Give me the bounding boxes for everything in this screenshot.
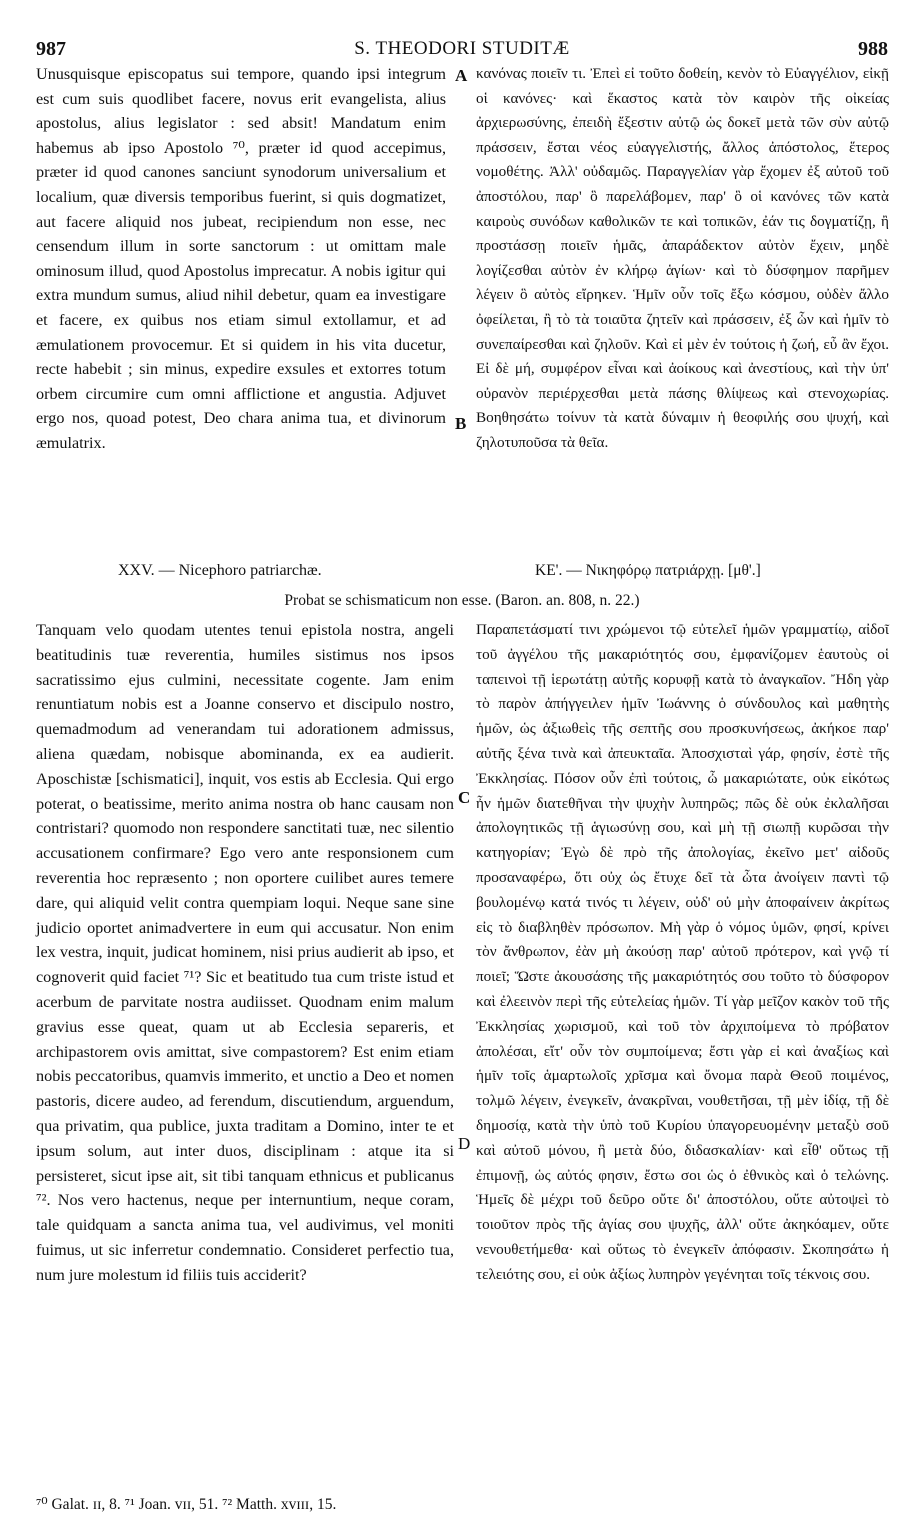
latin-column-body: [36, 618, 454, 1288]
latin-letter-title-text: XXV. — Nicephoro patriarchæ.: [118, 562, 322, 579]
greek-letter-title-text: ΚΕ'. — Νικηφόρῳ πατριάρχῃ. [μθ'.]: [535, 562, 761, 579]
footnotes: ⁷⁰ Galat. ɪɪ, 8. ⁷¹ Joan. ᴠɪɪ, 51. ⁷² Matth. xᴠɪɪɪ, 15.: [36, 1496, 337, 1513]
latin-letter-title: [118, 562, 322, 580]
margin-marker-d: D: [458, 1134, 471, 1153]
margin-marker-a: A: [455, 66, 468, 85]
letter-summary: Probat se schismaticum non esse. (Baron. an. 808, n. 22.): [284, 592, 640, 609]
greek-text-top: κανόνας ποιεῖν τι. Ἐπεὶ εἰ τοῦτο δοθείη, κενὸν τὸ Εὐαγγέλιον, εἰκῇ οἱ κανόνες· καὶ ἕκαστος κατὰ τὸν καιρὸν τῆς οἰκείας ἀρχιερωσύνης, ἐπειδὴ ἔξεστιν αὐτῷ ὡς δοκεῖ μετὰ τῶν σὺν αὐτῷ πράσσειν, ἔσται νέος εὐαγγελιστής, ἄλλος ἀπόστολος, ἕτερος νομοθέτης. Ἀλλ' οὐδαμῶς. Παραγγελίαν γὰρ ἔχομεν ἐξ αὐτοῦ τοῦ ἀποστόλου, παρ' ὃ παρελάβομεν, παρ' ὃ οἱ κανόνες τῶν κατὰ καιροὺς συνόδων καθολικῶν τε καὶ τοπικῶν, ἐάν τις δογματίζῃ, ἢ προστάσσῃ ποιεῖν ἡμᾶς, ἀπαράδεκτον αὐτὸν ἔχειν, μηδὲ λογίζεσθαι αὐτὸν ἐν κλήρῳ ἁγίων· καὶ τὸ δύσφημον παρῆμεν λέγειν ὃ αὐτὸς εἴρηκεν. Ἡμῖν οὖν τοῖς ἔξω κόσμου, οὐδὲν ἄλλο ὀφείλεται, ἢ τὸ τὰ τοιαῦτα ζητεῖν καὶ πράσσειν, ἐξ ὧν καὶ ἡμῖν τὸ συνεπαίρεσθαι καὶ ζηλοῦν. Καὶ εἰ μὲν ἐν τούτοις ἡ ζωή, εὖ ἂν ἔχοι. Εἰ δὲ μή, συμφέρον εἶναι καὶ ἀοίκους καὶ ἀνεστίους, καὶ τὴν ὑπ' οὐρανὸν περιέρχεσθαι μετὰ πάσης θλίψεως καὶ στενοχωρίας. Βοηθησάτω τοίνυν τὰ κατὰ δύναμιν ἡ θεοφιλής σου ψυχή, καὶ ζηλοτυποῦσα τὰ θεῖα.: [476, 65, 889, 451]
greek-column-top: [476, 62, 889, 456]
latin-text-body: Tanquam velo quodam utentes tenui epistola nostra, angeli beatitudinis tuæ reverentia, humiles sistimus nos ipsos sacratissimo ejus culmini, necessitate cogente. Jam enim renuntiatum nobis est a Joanne conservo et discipulo nostro, quemadmodum ad venerandam tui adorationem admissus, aliena quædam, nobisque abominanda, ex ea audierit. Aposchistæ [schismatici], inquit, vos estis ab Ecclesia. Qui ergo poterat, o beatissime, merito anima nostra ob hanc causam non contristari? quomodo non respondere sanctitati tuæ, nec silentio accusationem confirmare? Ego vero ante responsionem cum reverentia hoc repræsento ; non oportere cuilibet aures temere dare, qui aliquid velit contra quempiam loqui. Neque sane sine judicio oportet animadvertere in eum qui accusatur. Non enim lex vestra, inquit, judicat hominem, nisi prius audierit ab ipso, et cognoverit quid faciet ⁷¹? Sic et beatitudo tua cum triste istud et acerbum de parvitate nostra audiisset. Quodnam enim malum gravius esse queat, quam ut ab Ecclesia separeris, et archipastorem ovis amittat, sive compastorem? Est enim etiam nobis peccatoribus, quamvis immerito, et unctio a Deo et nomen pastoris, dicere audeo, ad ferendum, discutiendum, arguendum, qua privatim, qua publice, juxta traditam a Domino, inter te et ipsum solum, aut inter duos, disciplinam : atque ita si persisteret, sicut ipse ait, sit tibi tanquam ethnicus et publicanus ⁷². Nos vero hactenus, neque per internuntium, neque coram, tale quidquam a sancta anima tua, vel audivimus, vel moniti fuimus, ut sic inferretur condemnatio. Consideret perfectio tua, num jure molestum id filiis tuis acciderit?: [36, 621, 454, 1284]
latin-column-top: [36, 62, 446, 456]
margin-marker-c: C: [458, 788, 471, 807]
greek-column-body: [476, 618, 889, 1288]
margin-marker-b: B: [455, 414, 467, 433]
greek-text-body: Παραπετάσματί τινι χρώμενοι τῷ εὐτελεῖ ἡμῶν γραμματίῳ, αἰδοῖ τοῦ ἀγγέλου τῆς μακαριότητός σου, ἐμφανίζομεν ἑαυτοὺς οἱ ταπεινοὶ τῇ ἱερωτάτῃ αὐτῆς κορυφῇ κατὰ τὸ ἀναγκαῖον. Ἤδη γὰρ τὸ παρὸν ἀπήγγειλεν ἡμῖν Ἰωάννης ὁ σύνδουλος καὶ μαθητὴς ἡμῶν, ὡς ἀξιωθεὶς τῆς σεπτῆς σου προσκυνήσεως, ἀκήκοε παρ' αὐτῆς ξένα τινὰ καὶ ἀπευκταῖα. Ἀποσχισταὶ γάρ, φησίν, ἐστὲ τῆς Ἐκκλησίας. Πόσον οὖν ἐπὶ τούτοις, ὦ μακαριώτατε, οὐκ εἰκότως ἦν ἡμῶν διατεθῆναι τὴν ψυχὴν λυπηρῶς; πῶς δὲ οὐκ ἐκλαλῆσαι ἀπολογητικῶς τῇ ἁγιωσύνῃ σου, καὶ μὴ τῇ σιωπῇ κυρῶσαι τὴν κατηγορίαν; Ἐγὼ δὲ πρὸ τῆς ἀπολογίας, ἐκεῖνο μετ' αἰδοῦς προσαναφέρω, ὅτι οὐχ ὡς ἔτυχε δεῖ τὰ ὦτα ἀνοίγειν παντὶ τῷ βουλομένῳ κατά τινός τι λέγειν, οὐδ' οὐ μὴν ἀποφαίνειν ἀκρίτως εἰς τὸ διαβληθὲν πρόσωπον. Μὴ γὰρ ὁ νόμος ὑμῶν, φησί, κρίνει τὸν ἄνθρωπον, ἐὰν μὴ ἀκούσῃ παρ' αὐτοῦ πρότερον, καὶ γνῷ τί ποιεῖ; Ὥστε ἀκουσάσης τῆς μακαριότητός σου τοῦτο τὸ δύσφορον καὶ ἐλεεινὸν περὶ τῆς εὐτελείας ἡμῶν. Τί γὰρ μεῖζον κακὸν τοῦ τῆς Ἐκκλησίας χωρισμοῦ, καὶ τοῦ τὸν ἀρχιποίμενα τὸ πρόβατον ἀπολέσαι, εἴτ' οὖν τὸν συμποίμενα; ἔστι γὰρ εἰ καὶ ἀναξίως καὶ ἡμῖν τοῖς ἁμαρτωλοῖς χρῖσμα καὶ ὄνομα παρὰ Θεοῦ ποιμένος, τολμῶ λέγειν, ἐνεγκεῖν, ἀνακρῖναι, νουθετῆσαι, τῇ μὲν ἰδίᾳ, τῇ δὲ δημοσίᾳ, κατὰ τὴν ὑπὸ τοῦ Κυρίου ὑπαγορευομένην μεταξὺ σοῦ καὶ αὐτοῦ μόνου, ἢ μετὰ δύο, διδασκαλίαν· καὶ εἶθ' οὕτως τῇ ἐπιμονῇ, ὡς αὐτός φησιν, ἔστω σοι ὡς ὁ ἐθνικὸς καὶ ὁ τελώνης. Ἡμεῖς δὲ μέχρι τοῦ δεῦρο οὔτε δι' ἀποστόλου, οὔτε αὐτοψεὶ τὸ τοιοῦτον πρὸς τῆς ἁγίας σου ψυχῆς, ἀλλ' οὔτε ἀκηκόαμεν, οὔτε νενουθετήμεθα· καὶ οὕτως τὸ ἐνεγκεῖν ἀπόφασιν. Σκοπησάτω ἡ τελειότης σου, εἰ οὐκ ἀξίως λυπηρὸν γεγένηται τοῖς τέκνοις σου.: [476, 621, 889, 1283]
running-title: S. THEODORI STUDITÆ: [354, 38, 570, 59]
greek-letter-title: [535, 562, 761, 580]
latin-text-top: Unusquisque episcopatus sui tempore, quando ipsi integrum est cum suis quodlibet facere, novus erit evangelista, alius apostolus, alius legislator : sed absit! Mandatum enim habemus ab ipso Apostolo ⁷⁰, præter id quod accepimus, præter id quod canones sanciunt synodorum universalium et localium, quæ diversis temporibus fuerint, si quis dogmatizet, aut facere aliquid nos jubeat, recipiendum non esse, nec censendum illum in sorte sanctorum : ut omittam male ominosum illud, quod Apostolus imprecatur. A nobis igitur qui extra mundum sumus, aliud nihil debetur, quam ea investigare et facere, ex quibus nos etiam simul extollamur, et ad æmulationem provocemur. Et si quidem in his vita ducetur, recte habebit ; sin minus, expedire exsules et extorres totum orbem circumire cum omni afflictione et angustia. Adjuvet ergo nos, quoad potest, Deo chara anima tua, et divinorum æmulatrix.: [36, 65, 446, 452]
page-number-left: 987: [36, 38, 66, 60]
page-number-right: 988: [858, 38, 888, 60]
